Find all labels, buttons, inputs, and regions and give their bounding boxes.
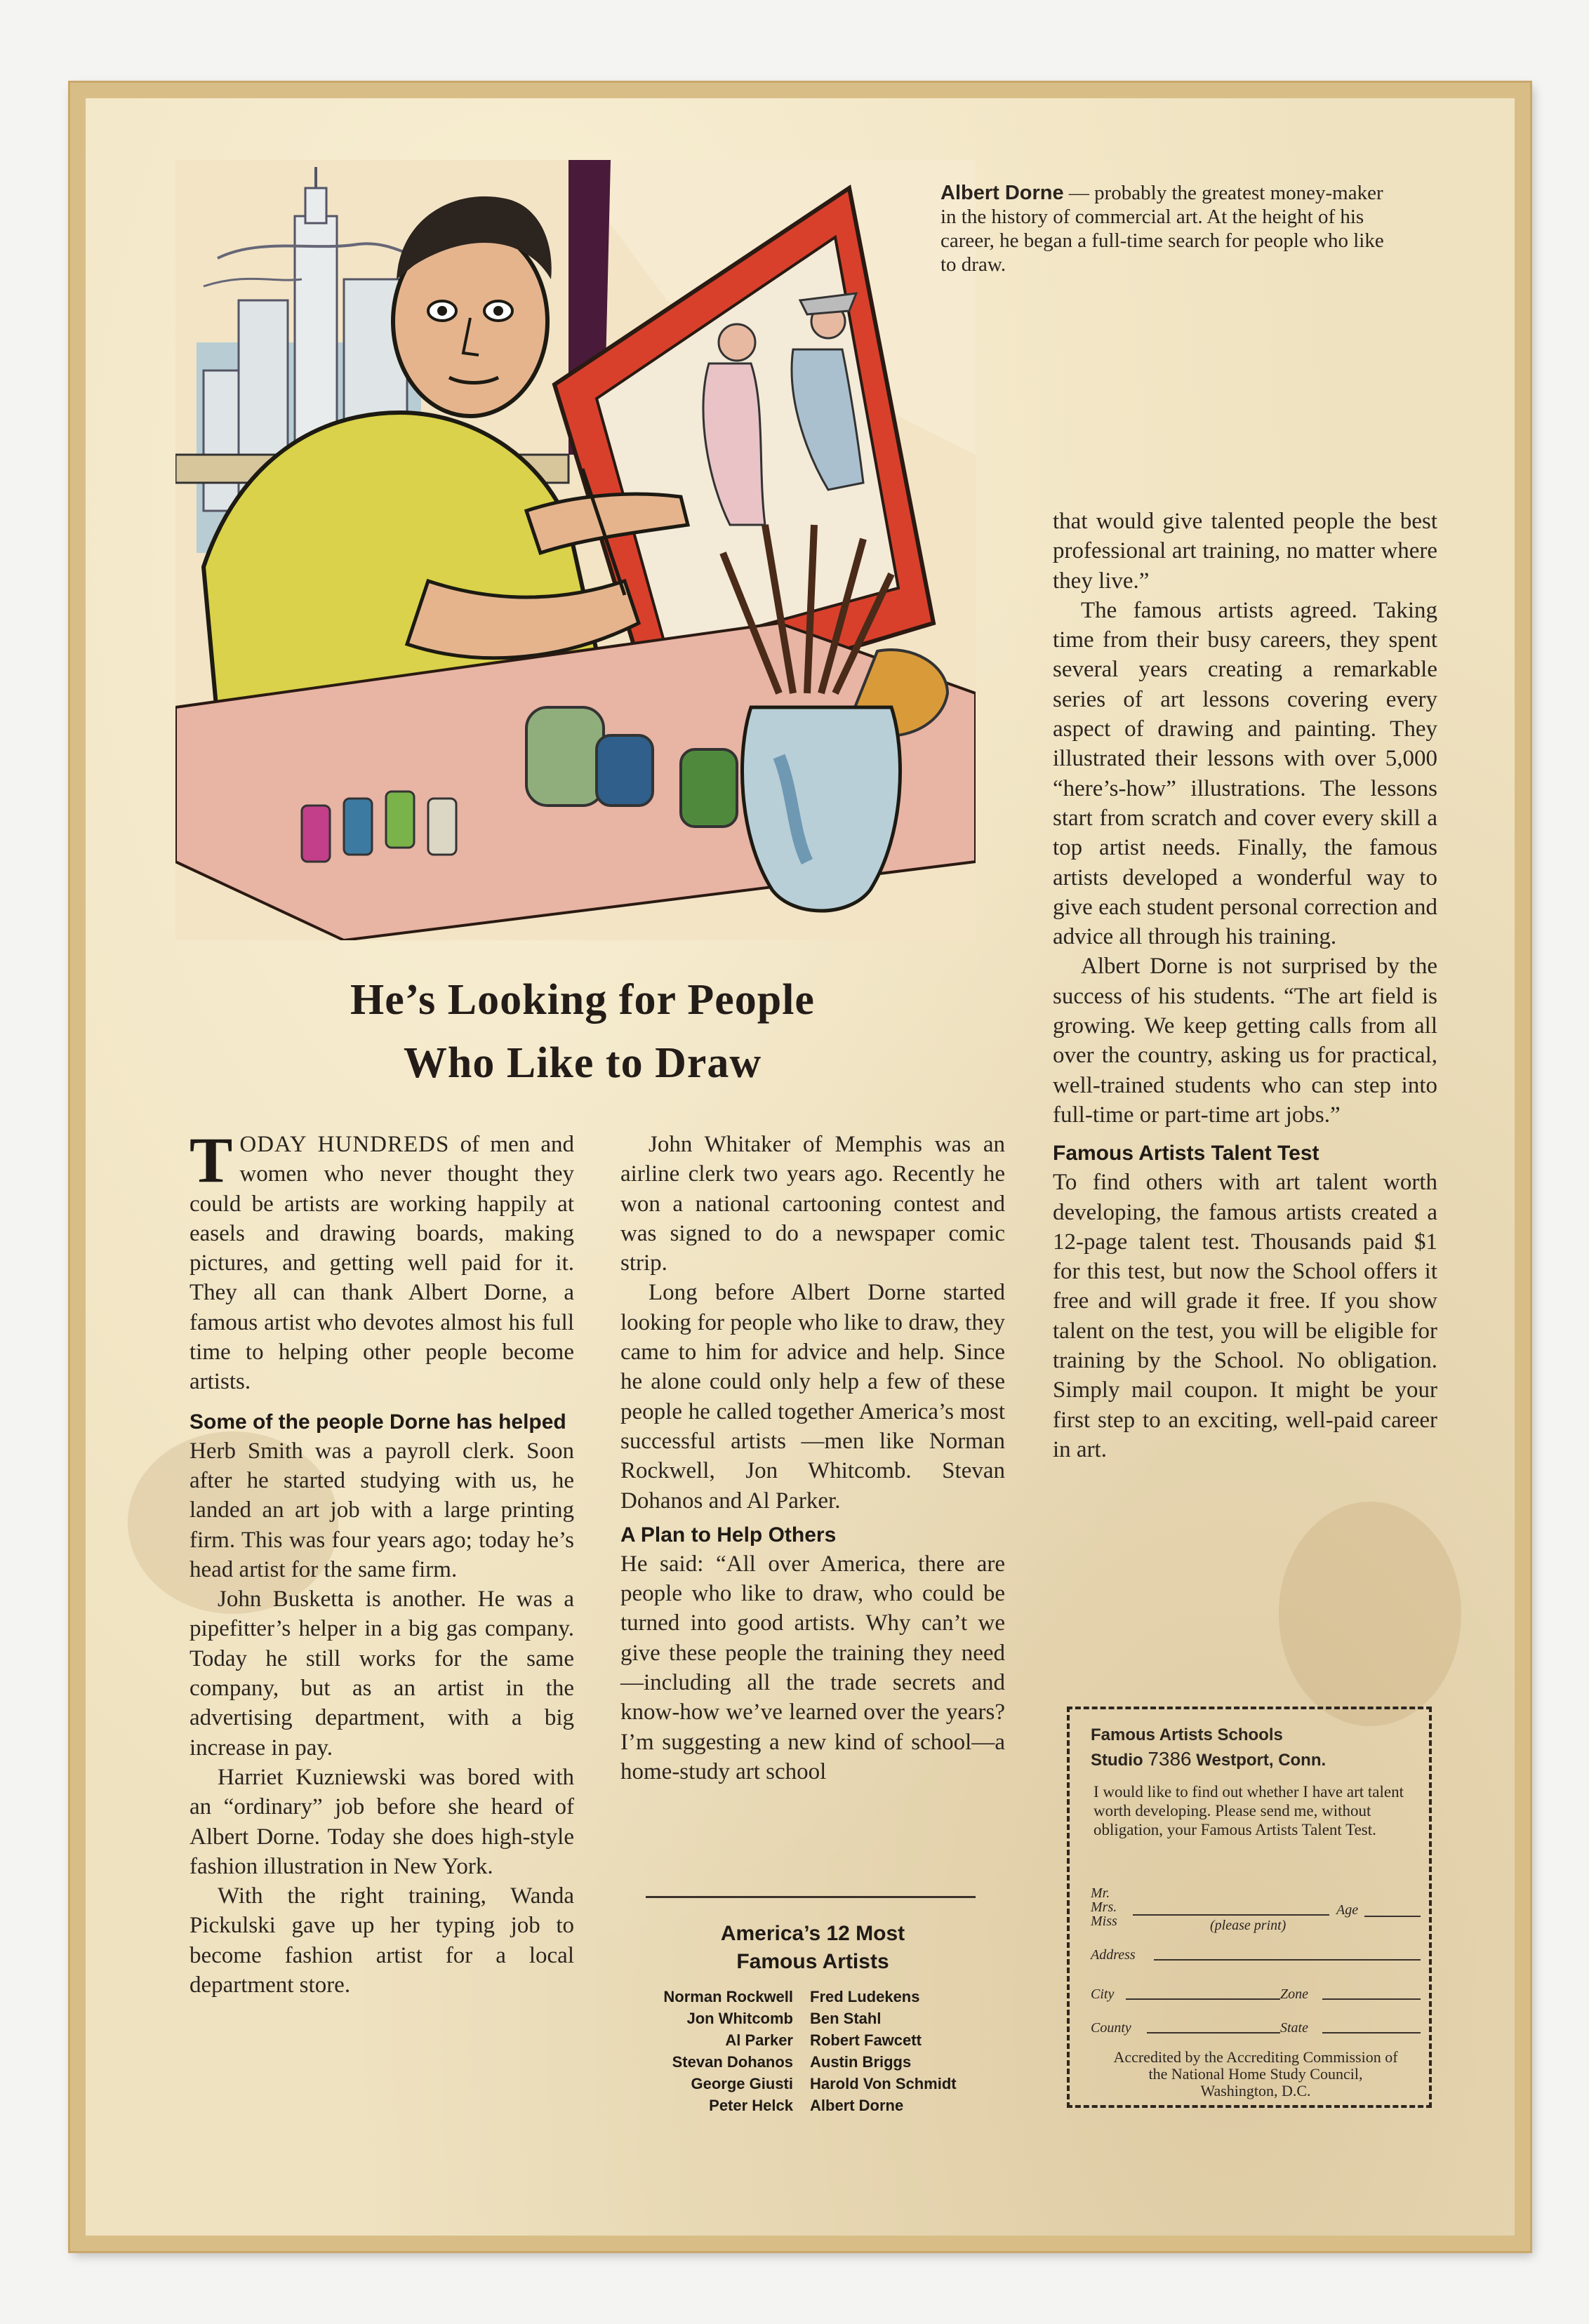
artist-name: Ben Stahl — [810, 2010, 882, 2027]
paragraph: Herb Smith was a payroll clerk. Soon after he started studying with us, he landed an art job with a large printing firm. This was four years ago; today he’s head artist for the same firm. — [190, 1438, 574, 1582]
lead-caps: ODAY HUNDREDS — [239, 1132, 450, 1157]
state-label: State — [1280, 2020, 1308, 2036]
artist-name: Albert Dorne — [810, 2097, 904, 2114]
caption-name: Albert Dorne — [940, 182, 1064, 204]
mail-coupon[interactable] — [1067, 1707, 1432, 2108]
subheading: Some of the people Dorne has helped — [190, 1410, 566, 1434]
paragraph: With the right training, Wanda Pickulski gave up her typing job to become fashion artist for a local department store. — [190, 1883, 574, 1998]
paper-stain — [1279, 1502, 1461, 1726]
article-column-2 — [620, 1130, 1005, 1787]
please-print-note: (please print) — [1210, 1918, 1287, 1933]
age-line[interactable] — [1364, 1916, 1421, 1917]
paragraph: To find others with art talent worth developing, the famous artists created a 12-page talent test. Thousands paid $1 for this test, but now the School offers it free and will grade it free. If you show talent on the test, you will be eligible for training by the School. No obligation. Simply mail coupon. It might be your first step to an exciting, well-paid career in art. — [1053, 1170, 1437, 1462]
accreditation-note: Accredited by the Accrediting Commission of the National Home Study Council, Washington, D.C. — [1113, 2048, 1398, 2099]
coupon-studio-town: Westport, Conn. — [1196, 1751, 1327, 1770]
illustration-caption — [940, 181, 1390, 276]
paragraph: He said: “All over America, there are people who like to draw, who could be turned into good artists. Why can’t we give these people the training they need—including all the trade secrets and know-how we’ve learned over the years? I’m suggesting a new kind of school—a home-study art school — [620, 1551, 1005, 1784]
artist-name: Peter Helck — [709, 2097, 793, 2114]
artist-name: Al Parker — [725, 2031, 793, 2049]
paragraph: Albert Dorne is not surprised by the success of his students. “The art field is growing. We keep getting calls from all over the country, asking us for practical, well-trained students who can step into full-time or part-time art jobs.” — [1053, 954, 1437, 1128]
subheading: Famous Artists Talent Test — [1053, 1142, 1319, 1166]
artist-name: Jon Whitcomb — [686, 2010, 793, 2027]
county-line[interactable] — [1147, 2032, 1280, 2034]
article-column-3 — [1053, 507, 1437, 1464]
albert-dorne-illustration — [175, 160, 976, 940]
coupon-header — [1091, 1723, 1421, 1772]
artist-name: Fred Ludekens — [810, 1988, 920, 2005]
city-line[interactable] — [1126, 1998, 1280, 2000]
zone-label: Zone — [1280, 1986, 1308, 2002]
county-label: County — [1091, 2020, 1131, 2036]
coupon-studio-number: 7386 — [1148, 1748, 1192, 1770]
coupon-studio-label: Studio — [1091, 1751, 1143, 1770]
artist-name: George Giusti — [691, 2075, 793, 2092]
artist-name: Stevan Dohanos — [672, 2053, 793, 2071]
city-label: City — [1091, 1986, 1115, 2002]
artists-title-line-1: America’s 12 Most — [720, 1922, 905, 1945]
caption-text: — probably the greatest money-maker in the history of commercial art. At the height of his career, he began a full-time search for people who like to draw. — [940, 182, 1384, 276]
artists-list — [618, 1986, 1011, 2116]
artist-name: Austin Briggs — [810, 2053, 912, 2071]
artist-name: Robert Fawcett — [810, 2031, 922, 2049]
subheading: A Plan to Help Others — [620, 1523, 837, 1547]
artists-title-line-2: Famous Artists — [736, 1950, 889, 1973]
headline-line-1: He’s Looking for People — [350, 976, 815, 1024]
ad-headline — [182, 968, 983, 1095]
paragraph: The famous artists agreed. Taking time from their busy careers, they spent several years creating a remarkable series of art lessons covering every aspect of drawing and painting. They illustrated their lessons with over 5,000 “here’s-how” illustrations. The lessons start from scratch and cover every skill a top artist needs. Finally, the famous artists developed a wonderful way to give each student personal correction and advice all through his training. — [1053, 597, 1437, 950]
coupon-body: I would like to find out whether I have art talent worth developing. Please send me, without obligation, your Famous Artists Talent Test. — [1093, 1783, 1404, 1838]
artist-name: Norman Rockwell — [663, 1988, 793, 2005]
headline-line-2: Who Like to Draw — [403, 1039, 762, 1087]
drop-cap: T — [190, 1124, 233, 1196]
state-line[interactable] — [1322, 2032, 1421, 2034]
paragraph: Harriet Kuzniewski was bored with an “ordinary” job before she heard of Albert Dorne. Today she does high-style fashion illustration in New York. — [190, 1764, 574, 1879]
zone-line[interactable] — [1322, 1998, 1421, 2000]
age-label: Age — [1336, 1902, 1359, 1918]
artist-name: Harold Von Schmidt — [810, 2075, 957, 2092]
mr-label: Mr. — [1091, 1885, 1110, 1901]
paragraph: Long before Albert Dorne started looking for people who like to draw, they came to him for advice and help. Since he alone could only help a few of these people he called together America’s most successful artists —men like Norman Rockwell, Jon Whitcomb. Stevan Dohanos and Al Parker. — [620, 1280, 1005, 1514]
coupon-school-name: Famous Artists Schools — [1091, 1725, 1283, 1744]
paragraph: that would give talented people the best professional art training, no matter where they live.” — [1053, 509, 1437, 594]
article-column-1 — [190, 1124, 574, 2000]
artists-list-title — [620, 1920, 1005, 1976]
paragraph: of men and women who never thought they could be artists are working happily at easels and drawing boards, making pictures, and getting well paid for it. They all can thank Albert Dorne, a famous artist who devotes almost his full time to helping other people become artists. — [190, 1132, 574, 1395]
divider-rule — [646, 1896, 976, 1898]
address-line[interactable] — [1154, 1959, 1421, 1961]
name-line — [1133, 1914, 1329, 1916]
mrs-label: Mrs. — [1091, 1899, 1117, 1915]
miss-label: Miss — [1091, 1914, 1117, 1929]
address-label: Address — [1091, 1947, 1136, 1963]
paragraph: John Whitaker of Memphis was an airline clerk two years ago. Recently he won a national cartooning contest and was signed to do a newspaper comic strip. — [620, 1132, 1005, 1276]
paragraph: John Busketta is another. He was a pipefitter’s helper in a big gas company. Today he still works for the same company, but as an artist in the advertising department, with a big increase in pay. — [190, 1587, 574, 1761]
